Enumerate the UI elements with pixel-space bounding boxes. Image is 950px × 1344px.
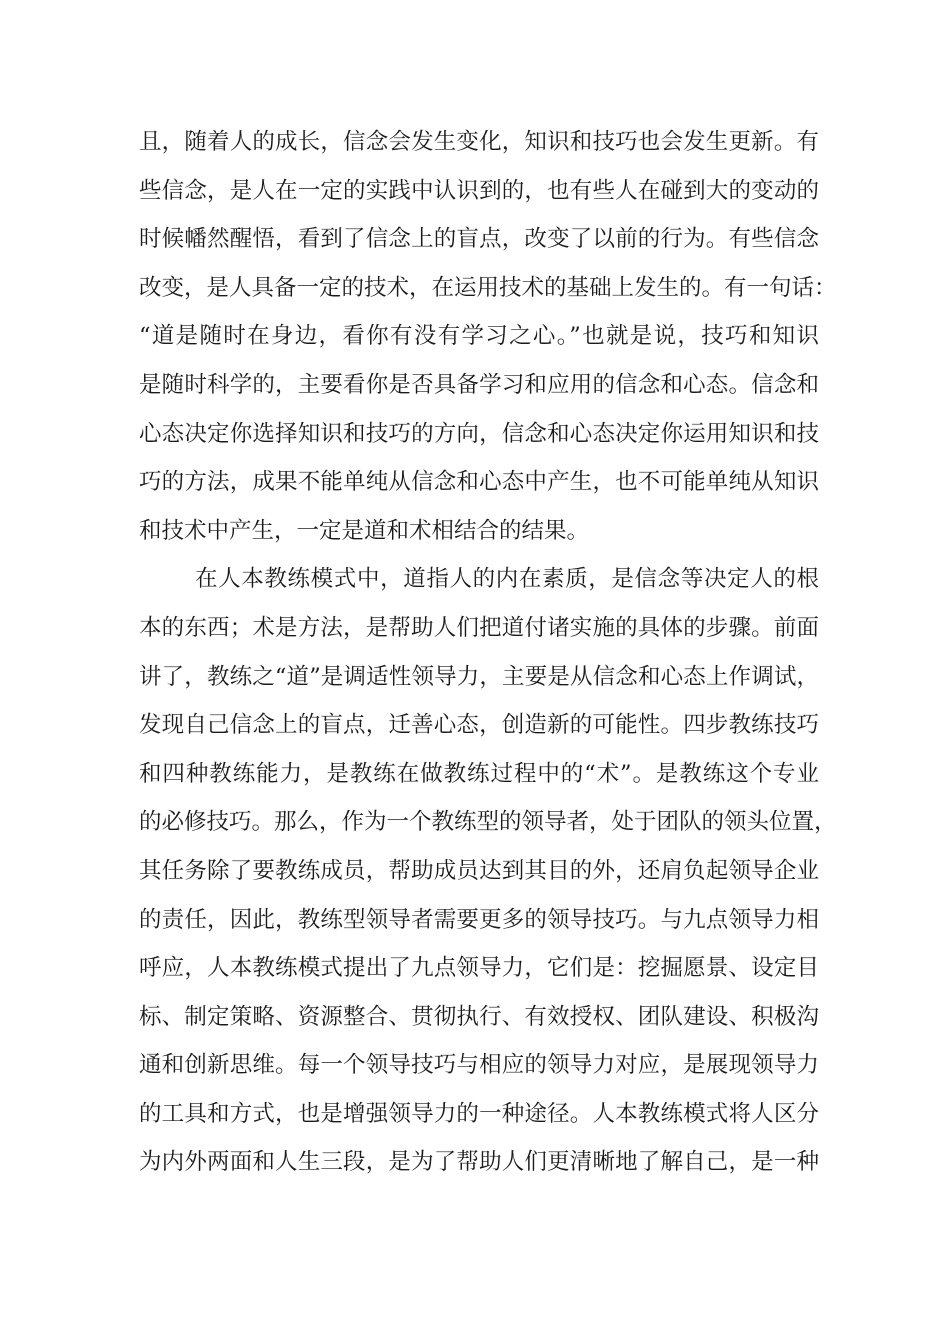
text-line: 是随时科学的，主要看你是否具备学习和应用的信念和心态。信念和: [139, 371, 819, 398]
text-line: 时候幡然醒悟，看到了信念上的盲点，改变了以前的行为。有些信念: [139, 226, 819, 253]
text-line: 其任务除了要教练成员，帮助成员达到其目的外，还肩负起领导企业: [139, 857, 819, 884]
text-line: 改变，是人具备一定的技术，在运用技术的基础上发生的。有一句话：: [139, 274, 837, 301]
text-line: 且，随着人的成长，信念会发生变化，知识和技巧也会发生更新。有: [139, 129, 819, 155]
paragraph-first-line: 在人本教练模式中，道指人的内在素质，是信念等决定人的根: [195, 566, 819, 593]
body-text: [139, 118, 837, 1187]
text-line: 呼应，人本教练模式提出了九点领导力，它们是：挖掘愿景、设定目: [139, 955, 819, 982]
text-line: 些信念，是人在一定的实践中认识到的，也有些人在碰到大的变动的: [139, 177, 819, 204]
text-line: 讲了，教练之“道”是调适性领导力，主要是从信念和心态上作调试，: [139, 663, 819, 690]
text-line: “道是随时在身边，看你有没有学习之心。”也就是说，技巧和知识: [139, 323, 819, 350]
text-line: 本的东西；术是方法，是帮助人们把道付诸实施的具体的步骤。前面: [139, 614, 819, 641]
text-line: 巧的方法，成果不能单纯从信念和心态中产生，也不可能单纯从知识: [139, 469, 819, 496]
text-line: 和技术中产生，一定是道和术相结合的结果。: [139, 517, 590, 544]
text-line: 的必修技巧。那么，作为一个教练型的领导者，处于团队的领头位置，: [139, 809, 837, 836]
text-line: 通和创新思维。每一个领导技巧与相应的领导力对应，是展现领导力: [139, 1052, 819, 1079]
text-line: 的责任，因此，教练型领导者需要更多的领导技巧。与九点领导力相: [139, 906, 819, 933]
text-line: 发现自己信念上的盲点，迁善心态，创造新的可能性。四步教练技巧: [139, 712, 819, 739]
text-line: 标、制定策略、资源整合、贯彻执行、有效授权、团队建设、积极沟: [139, 1003, 819, 1030]
text-line: 和四种教练能力，是教练在做教练过程中的“术”。是教练这个专业: [139, 760, 819, 787]
text-line: 为内外两面和人生三段，是为了帮助人们更清晰地了解自己，是一种: [139, 1149, 819, 1176]
text-line: 的工具和方式，也是增强领导力的一种途径。人本教练模式将人区分: [139, 1100, 819, 1127]
text-line: 心态决定你选择知识和技巧的方向，信念和心态决定你运用知识和技: [139, 420, 819, 447]
